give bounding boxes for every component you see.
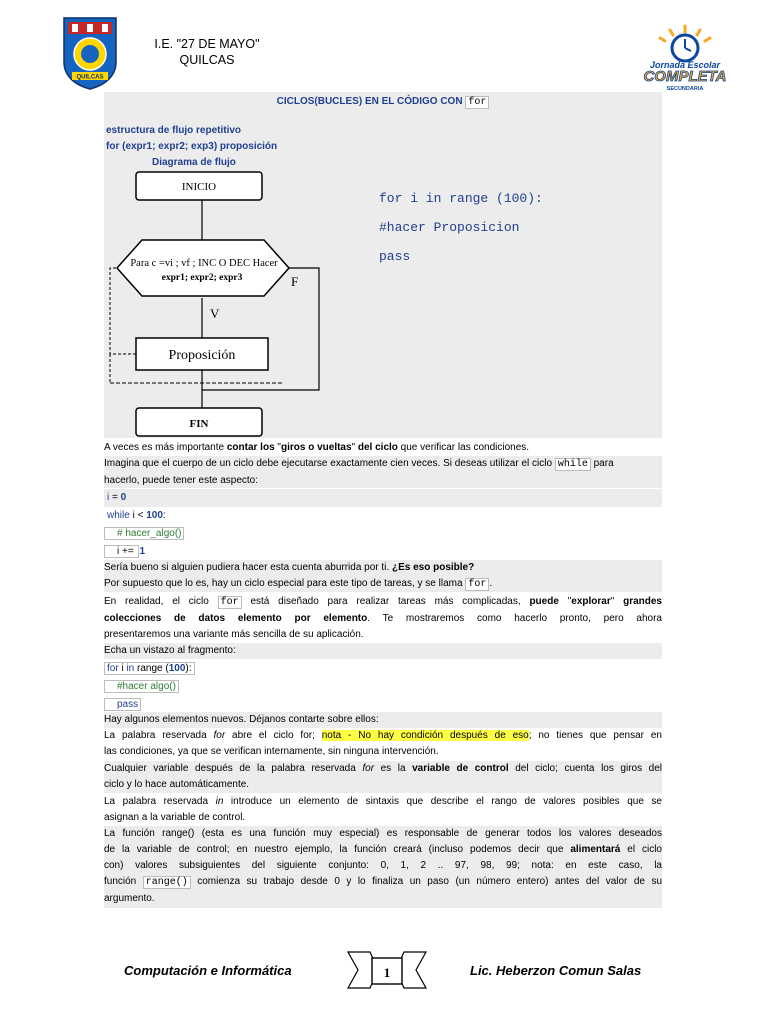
paragraph-new-elements: Hay algunos elementos nuevos. Déjanos contarte sobre ellos: bbox=[104, 712, 662, 728]
svg-text:Jornada Escolar: Jornada Escolar bbox=[649, 60, 721, 70]
flowchart-process-label: Proposición bbox=[168, 348, 236, 363]
flowchart-true-label: V bbox=[210, 306, 220, 321]
code-sample-line1: for i in range (100): bbox=[379, 191, 543, 206]
inline-code-while: while bbox=[555, 458, 591, 471]
title-text: CICLOS(BUCLES) EN EL CÓDIGO CON bbox=[276, 96, 463, 107]
paragraph-for-keyword: La palabra reservada for abre el ciclo for; nota - No hay condición después de eso; no tienes que pensar en las condiciones, ya que se verifican internamente, sin ninguna intervención. bbox=[104, 730, 662, 757]
subhead-diagram: Diagrama de flujo bbox=[152, 157, 236, 168]
while-code-line2: while i < 100: bbox=[107, 510, 166, 521]
title-keyword-for: for bbox=[465, 96, 489, 109]
subhead-structure: estructura de flujo repetitivo bbox=[106, 125, 242, 136]
paragraph-control-variable: Cualquier variable después de la palabra reservada for es la variable de control del ciclo; cuenta los giros del ciclo y lo hace automáticamente. bbox=[104, 761, 662, 793]
flowchart-decision-line1: Para c =vi ; vf ; INC O DEC Hacer bbox=[130, 258, 278, 269]
flowchart-start-label: INICIO bbox=[181, 181, 217, 193]
paragraph-in-keyword: La palabra reservada in introduce un elemento de sintaxis que describe el rango de valores posibles que se asignan a la variable de control. bbox=[104, 796, 662, 823]
while-code-line4: i += 1 bbox=[104, 543, 662, 561]
school-name bbox=[142, 36, 272, 68]
flowchart-diagram bbox=[104, 168, 334, 438]
inline-code-range: range() bbox=[143, 876, 191, 889]
school-name-line1: I.E. "27 DE MAYO" bbox=[154, 37, 260, 51]
paragraph-for-explore: En realidad, el ciclo for está diseñado para realizar tareas más complicadas, puede "explorar" grandes colecciones de datos elemento por elemento. Te mostraremos como hacerlo pronto, pero ahora presentaremos una variante más sencilla de su aplicación. bbox=[104, 596, 662, 640]
flowchart-decision-line2: expr1; expr2; expr3 bbox=[161, 273, 243, 283]
paragraph-look-fragment: Echa un vistazo al fragmento: bbox=[104, 643, 662, 659]
code-sample-line3: pass bbox=[379, 249, 411, 264]
for-code-line1: for i in range (100): bbox=[104, 660, 662, 678]
paragraph-range-function: La función range() (esta es una función muy especial) es responsable de generar todos los valores deseados de la variable de control; en nuestro ejemplo, la función creará (incluso podemos decir que alimentará el ciclo con) valores subsiguientes del siguiente conjunto: 0, 1, 2 .. 97, 98, 99; nota: en este caso, la función range() comienza su trabajo desde 0 y lo finaliza un paso (un número entero) antes del valor de su argumento. bbox=[104, 826, 662, 908]
while-code-line3: # hacer_algo() bbox=[104, 525, 662, 543]
paragraph-is-it-possible: Sería bueno si alguien pudiera hacer esta cuenta aburrida por ti. ¿Es eso posible? Por supuesto que lo es, hay un ciclo especial para este tipo de tareas, y se llama for . bbox=[104, 560, 662, 592]
code-sample-line2: #hacer Proposicion bbox=[379, 220, 520, 235]
highlight-no-condition: nota - No hay condición después de eso bbox=[321, 730, 529, 741]
python-code-sample bbox=[379, 184, 543, 271]
school-name-line2: QUILCAS bbox=[179, 53, 235, 67]
svg-text:COMPLETA: COMPLETA bbox=[643, 68, 727, 85]
svg-text:QUILCAS: QUILCAS bbox=[76, 74, 104, 81]
subhead-syntax: for (expr1; expr2; exp3) proposición bbox=[106, 141, 278, 152]
inline-code-for: for bbox=[465, 578, 489, 591]
footer-subject: Computación e Informática bbox=[124, 963, 292, 978]
flowchart-false-label: F bbox=[291, 274, 299, 289]
while-code-block bbox=[104, 489, 662, 561]
for-code-block bbox=[104, 660, 662, 714]
paragraph-count-turns: A veces es más importante contar los "giros o vueltas" del ciclo que verificar las condiciones. bbox=[104, 442, 530, 453]
page-number: 1 bbox=[383, 965, 391, 980]
flowchart-end-label: FIN bbox=[189, 418, 209, 430]
paragraph-while-intro: Imagina que el cuerpo de un ciclo debe ejecutarse exactamente cien veces. Si deseas utilizar el ciclo while para hacerlo, puede tener este aspecto: bbox=[104, 456, 662, 488]
jornada-escolar-logo bbox=[640, 24, 730, 94]
while-code-line1: i = 0 bbox=[104, 489, 662, 507]
flowchart-section bbox=[104, 112, 662, 438]
school-crest-logo bbox=[62, 16, 118, 90]
for-code-line3: pass bbox=[104, 696, 662, 714]
for-code-line2: #hacer algo() bbox=[104, 678, 662, 696]
document-title bbox=[104, 92, 662, 112]
svg-text:SECUNDARIA: SECUNDARIA bbox=[666, 86, 704, 92]
page-number-badge bbox=[346, 948, 428, 992]
footer-author: Lic. Heberzon Comun Salas bbox=[470, 963, 642, 978]
